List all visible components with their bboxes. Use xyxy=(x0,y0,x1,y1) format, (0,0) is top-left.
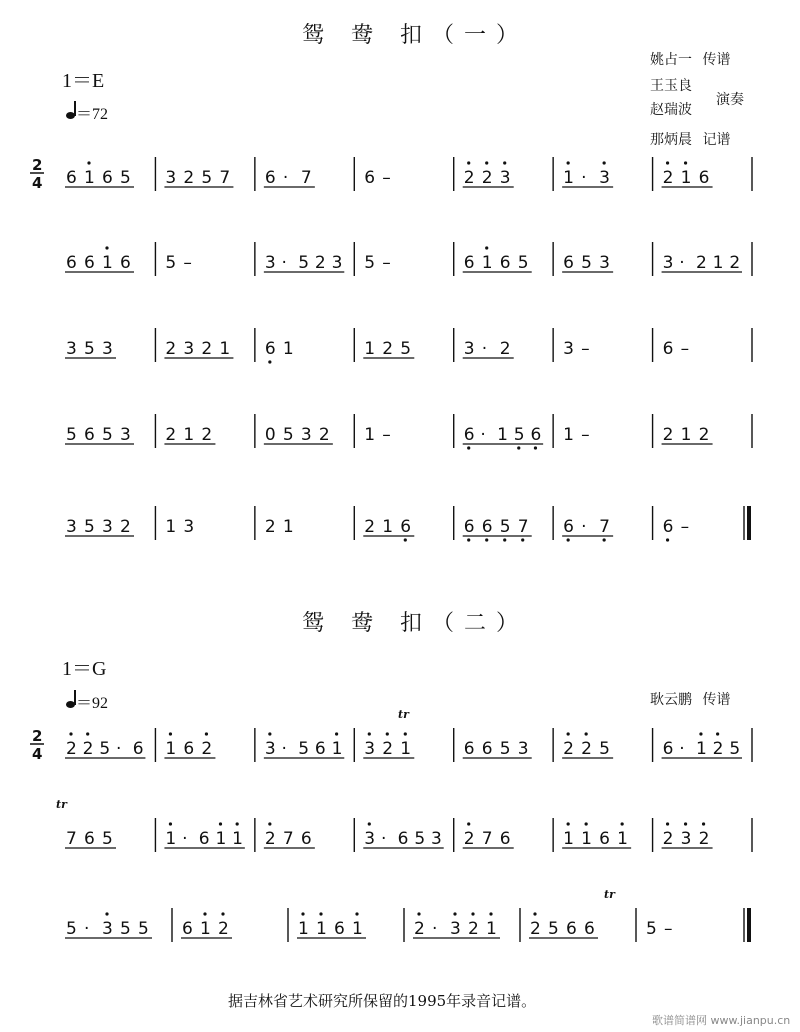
note: 1 xyxy=(563,829,574,849)
note: · xyxy=(281,739,287,759)
note: 6 xyxy=(698,168,710,188)
note: 2 xyxy=(201,425,213,445)
trill-mark: tr xyxy=(398,708,409,721)
note: 5 xyxy=(120,919,131,939)
note: 5 xyxy=(729,739,741,759)
note: 6 xyxy=(334,919,345,939)
note: 6 xyxy=(662,339,674,359)
watermark: 歌谱简谱网 www.jianpu.cn xyxy=(652,1014,791,1027)
note: 2 xyxy=(729,253,741,273)
note: 5 xyxy=(548,919,559,939)
note: 1 xyxy=(331,739,343,759)
piece2-tempo-value: ＝92 xyxy=(76,695,109,712)
note: 7 xyxy=(517,517,529,537)
note: 2 xyxy=(264,517,276,537)
note: · xyxy=(380,829,387,849)
note: 5 xyxy=(414,829,426,849)
note: 3 xyxy=(364,739,376,759)
trill-mark: tr xyxy=(604,888,615,901)
note: 3 xyxy=(662,253,674,273)
note: 3 xyxy=(563,339,574,359)
note: 2 xyxy=(463,168,475,188)
note: 6 xyxy=(481,739,493,759)
note: 6 xyxy=(463,253,475,273)
note: 5 xyxy=(364,253,376,273)
note: 3 xyxy=(165,168,177,188)
note: – xyxy=(382,253,391,273)
note: 6 xyxy=(463,739,475,759)
note: 6 xyxy=(314,739,326,759)
note: 1 xyxy=(219,339,231,359)
note: 1 xyxy=(183,425,195,445)
piece1-tempo-value: ＝72 xyxy=(76,106,109,123)
note: 2 xyxy=(314,253,326,273)
note: 1 xyxy=(282,339,294,359)
note: 6 xyxy=(120,253,131,273)
note: 2 xyxy=(563,739,574,759)
note: 5 xyxy=(400,339,412,359)
note: 2 xyxy=(66,739,77,759)
note: 6 xyxy=(84,253,95,273)
note: · xyxy=(116,739,122,759)
note: 5 xyxy=(66,425,77,445)
note: · xyxy=(480,425,486,445)
note: · xyxy=(679,253,685,273)
note: 6 xyxy=(84,425,95,445)
note: – xyxy=(382,425,391,445)
note: – xyxy=(382,168,391,188)
note: 5 xyxy=(282,425,294,445)
note: 6 xyxy=(499,253,511,273)
note: 0 xyxy=(264,425,276,445)
note: 1 xyxy=(200,919,211,939)
note: 6 xyxy=(397,829,409,849)
note: 5 xyxy=(138,919,149,939)
credit-record-role: 记谱 xyxy=(702,132,731,148)
note: · xyxy=(282,168,289,188)
note: 3 xyxy=(599,168,610,188)
note: 2 xyxy=(218,919,229,939)
note: 2 xyxy=(662,425,674,445)
note: 5 xyxy=(513,425,525,445)
piece2-staff xyxy=(30,708,752,942)
note: 1 xyxy=(382,517,394,537)
credit-role: 传谱 xyxy=(702,692,731,708)
note: 3 xyxy=(300,425,312,445)
note: 2 xyxy=(698,829,710,849)
credit-perform-name-1: 王玉良 xyxy=(650,78,692,94)
note: 5 xyxy=(84,339,95,359)
note: 7 xyxy=(282,829,294,849)
note: · xyxy=(84,919,90,939)
note: 2 xyxy=(463,829,475,849)
note: 2 xyxy=(165,425,177,445)
note: 2 xyxy=(414,919,425,939)
note: 1 xyxy=(102,253,113,273)
note: 6 xyxy=(264,168,276,188)
credit-transmit-name: 姚占一 xyxy=(650,52,692,68)
note: 1 xyxy=(316,919,327,939)
note: 1 xyxy=(165,739,177,759)
note: 5 xyxy=(581,253,592,273)
note: 2 xyxy=(364,517,376,537)
note: 6 xyxy=(566,919,577,939)
note: 6 xyxy=(183,739,195,759)
piece2-key: 1＝G xyxy=(62,658,107,680)
piece1-key: 1＝E xyxy=(62,70,105,92)
note: 2 xyxy=(581,739,592,759)
note: – xyxy=(680,517,690,537)
note: 6 xyxy=(66,168,77,188)
note: 3 xyxy=(183,339,195,359)
note: 1 xyxy=(165,829,177,849)
note: 1 xyxy=(486,919,497,939)
note: 6 xyxy=(198,829,210,849)
note: 3 xyxy=(102,919,113,939)
note: · xyxy=(581,168,587,188)
note: 6 xyxy=(300,829,312,849)
note: 5 xyxy=(102,829,113,849)
note: 1 xyxy=(712,253,724,273)
note: 2 xyxy=(698,425,710,445)
note: – xyxy=(680,339,690,359)
note: 2 xyxy=(712,739,724,759)
note: – xyxy=(664,919,673,939)
note: 1 xyxy=(680,168,692,188)
piece1-time-sig-top: 2 xyxy=(32,156,43,174)
credit-perform-name-2: 赵瑞波 xyxy=(650,102,692,118)
note: 5 xyxy=(298,739,310,759)
note: 3 xyxy=(102,517,113,537)
footnote: 据吉林省艺术研究所保留的1995年录音记谱。 xyxy=(228,992,537,1010)
note: 7 xyxy=(66,829,77,849)
piece2-time-sig-bottom: 4 xyxy=(32,745,43,763)
credit-record-name: 那炳晨 xyxy=(650,132,692,148)
note: 6 xyxy=(662,739,674,759)
note: 1 xyxy=(232,829,243,849)
piece2-time-sig-top: 2 xyxy=(32,727,43,745)
note: 3 xyxy=(66,339,77,359)
note: 2 xyxy=(82,739,94,759)
note: 1 xyxy=(617,829,628,849)
note: 6 xyxy=(463,425,475,445)
trill-mark: tr xyxy=(56,798,67,811)
note: 6 xyxy=(264,339,276,359)
note: 3 xyxy=(264,253,276,273)
note: 1 xyxy=(563,168,574,188)
note: · xyxy=(182,829,188,849)
note: 3 xyxy=(120,425,131,445)
note: 2 xyxy=(120,517,131,537)
note: 1 xyxy=(563,425,574,445)
note: 1 xyxy=(364,339,376,359)
note: 5 xyxy=(499,517,511,537)
note: 6 xyxy=(599,829,610,849)
note: · xyxy=(581,517,587,537)
note: 3 xyxy=(517,739,529,759)
note: 1 xyxy=(364,425,376,445)
piece1-title: 鸳 鸯 扣（一） xyxy=(302,23,528,48)
note: 3 xyxy=(450,919,461,939)
note: 1 xyxy=(215,829,227,849)
note: 7 xyxy=(300,168,312,188)
note: 5 xyxy=(84,517,95,537)
note: 2 xyxy=(481,168,493,188)
note: 6 xyxy=(481,517,493,537)
note: 3 xyxy=(183,517,195,537)
note: 3 xyxy=(66,517,77,537)
note: 1 xyxy=(695,739,707,759)
note: 6 xyxy=(662,517,674,537)
note: 6 xyxy=(364,168,376,188)
note: 2 xyxy=(382,339,394,359)
note: 3 xyxy=(431,829,442,849)
note: 3 xyxy=(264,739,276,759)
note: 1 xyxy=(84,168,95,188)
note: 1 xyxy=(282,517,294,537)
note: 7 xyxy=(599,517,610,537)
note: 2 xyxy=(201,739,213,759)
note: 5 xyxy=(99,739,111,759)
note: 6 xyxy=(400,517,412,537)
note: 5 xyxy=(298,253,310,273)
note: 5 xyxy=(66,919,77,939)
note: 6 xyxy=(463,517,475,537)
note: 2 xyxy=(183,168,195,188)
note: 6 xyxy=(66,253,77,273)
note: 3 xyxy=(102,339,113,359)
note: 3 xyxy=(680,829,692,849)
note: 6 xyxy=(584,919,595,939)
note: 2 xyxy=(662,168,674,188)
note: 6 xyxy=(84,829,95,849)
note: 1 xyxy=(400,739,412,759)
note: 2 xyxy=(165,339,177,359)
note: 2 xyxy=(264,829,276,849)
note: 3 xyxy=(331,253,343,273)
note: 6 xyxy=(102,168,113,188)
note: – xyxy=(581,425,590,445)
note: – xyxy=(581,339,590,359)
note: 5 xyxy=(165,253,177,273)
note: 6 xyxy=(499,829,511,849)
note: 1 xyxy=(298,919,309,939)
note: 7 xyxy=(481,829,493,849)
note: 5 xyxy=(599,739,610,759)
note: 6 xyxy=(182,919,193,939)
note: 3 xyxy=(599,253,610,273)
note: 2 xyxy=(201,339,213,359)
piece1-staff xyxy=(30,156,752,542)
note: · xyxy=(281,253,287,273)
note: 6 xyxy=(530,425,542,445)
note: 5 xyxy=(201,168,213,188)
credit-perform-role: 演奏 xyxy=(716,92,744,108)
note: · xyxy=(432,919,438,939)
note: 6 xyxy=(563,253,574,273)
note: 3 xyxy=(364,829,376,849)
note: 1 xyxy=(481,253,493,273)
note: · xyxy=(679,739,685,759)
note: 1 xyxy=(352,919,363,939)
note: 6 xyxy=(563,517,574,537)
note: 1 xyxy=(680,425,692,445)
note: 1 xyxy=(165,517,177,537)
note: 2 xyxy=(468,919,479,939)
note: 7 xyxy=(219,168,231,188)
credit-name: 耿云鹏 xyxy=(650,692,692,708)
piece2-title: 鸳 鸯 扣（二） xyxy=(302,611,528,636)
note: 2 xyxy=(499,339,511,359)
piece1-time-sig-bottom: 4 xyxy=(32,174,43,192)
note: 5 xyxy=(102,425,113,445)
note: 5 xyxy=(646,919,657,939)
note: 2 xyxy=(382,739,394,759)
note: 2 xyxy=(318,425,330,445)
note: 3 xyxy=(463,339,475,359)
note: 3 xyxy=(499,168,511,188)
note: 5 xyxy=(499,739,511,759)
note: · xyxy=(481,339,488,359)
note: – xyxy=(183,253,192,273)
note: 2 xyxy=(695,253,707,273)
note: 2 xyxy=(530,919,541,939)
credit-transmit-role: 传谱 xyxy=(702,52,731,68)
note: 1 xyxy=(581,829,592,849)
note: 5 xyxy=(120,168,131,188)
note: 2 xyxy=(662,829,674,849)
note: 1 xyxy=(497,425,508,445)
note: 6 xyxy=(132,739,144,759)
note: 5 xyxy=(517,253,529,273)
